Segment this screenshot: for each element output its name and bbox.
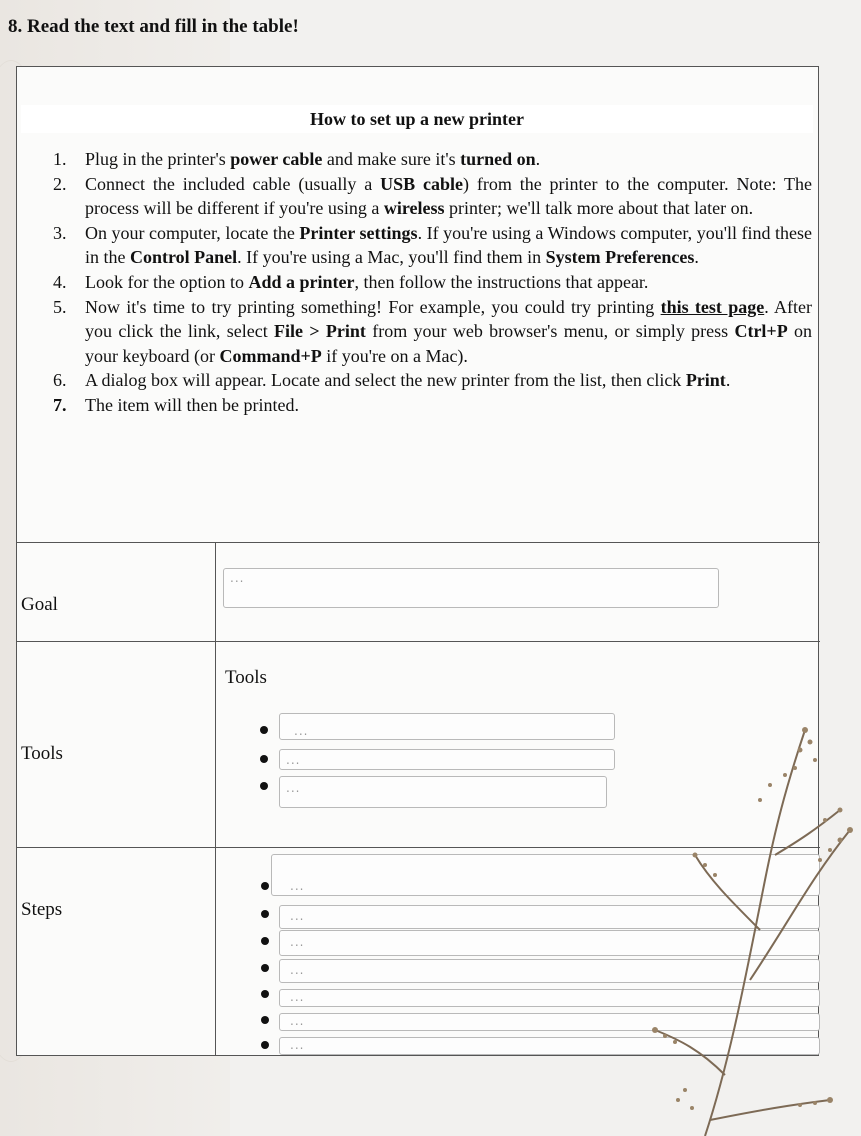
step-number: 1. [53, 149, 67, 169]
step-text: A dialog box will appear. Locate and select the new printer from the list, then click [85, 370, 686, 391]
instruction-step [47, 270, 812, 295]
step-text: . [535, 149, 541, 169]
step-text: from your web browser's menu, or simply press [365, 321, 735, 342]
step-input-5[interactable]: ... [279, 989, 820, 1007]
steps-label: Steps [21, 899, 63, 920]
step-text: The item will then be printed. [85, 394, 299, 415]
step-text: Look for the option to [85, 271, 249, 292]
bullet [260, 782, 268, 790]
step-text: Now it's time to try printing something! For example, you could try printing [85, 296, 661, 317]
step-text: Printer settings [299, 222, 418, 243]
step-input-7[interactable]: ... [279, 1037, 820, 1055]
bullet [261, 937, 269, 945]
tool-input-2[interactable]: ... [279, 749, 615, 770]
step-text: USB cable [380, 173, 463, 194]
test-page-link[interactable]: this test page [660, 296, 765, 317]
step-text: ) from the printer to the computer. Note: The process will be different if you're using a [85, 173, 812, 219]
table-top-border [17, 542, 820, 543]
step-number: 3. [53, 222, 67, 243]
tool-input-1[interactable]: ... [279, 713, 615, 740]
step-number: 2. [53, 173, 67, 194]
instruction-step [47, 393, 812, 418]
step-text: wireless [383, 198, 445, 219]
goal-label: Goal [21, 594, 58, 615]
step-text: , then follow the instructions that appear. [354, 271, 649, 292]
step-text: . [694, 247, 699, 268]
step-text: Control Panel [130, 247, 238, 268]
instruction-step [47, 295, 812, 369]
step-text: . [725, 370, 731, 391]
step-text: System Preferences [545, 247, 695, 268]
step-text: . If you're using a Mac, you'll find them in [237, 247, 546, 268]
table-row-divider [17, 641, 820, 642]
step-input-1[interactable]: ... [271, 854, 820, 896]
step-text: Connect the included cable (usually a [85, 173, 381, 194]
step-text: power cable [230, 149, 323, 169]
tools-subheading: Tools [225, 667, 267, 688]
instruction-step [47, 221, 812, 270]
step-text: Add a printer [248, 271, 355, 292]
step-text: Print [685, 370, 726, 391]
step-input-6[interactable]: ... [279, 1013, 820, 1031]
tool-input-3[interactable]: ... [279, 776, 607, 808]
bullet [261, 1016, 269, 1024]
step-text: printer; we'll talk more about that later on. [444, 198, 754, 219]
step-input-4[interactable]: ... [279, 959, 820, 983]
bullet [261, 882, 269, 890]
reading-text [17, 67, 820, 543]
bullet [261, 1041, 269, 1049]
dried-flower-decoration [560, 680, 860, 1136]
bullet [260, 726, 268, 734]
exercise-heading: 8. Read the text and fill in the table! [8, 16, 299, 37]
instruction-step [47, 368, 812, 393]
bullet [260, 755, 268, 763]
step-text: Plug in the printer's [85, 149, 231, 169]
step-text: on your keyboard (or [85, 321, 813, 366]
step-text: On your computer, locate the [85, 222, 300, 243]
step-input-2[interactable]: ... [279, 905, 820, 929]
step-text: Ctrl+P [734, 321, 788, 342]
tools-label: Tools [21, 743, 63, 764]
step-text: and make sure it's [322, 149, 461, 169]
goal-input[interactable]: ... [223, 568, 719, 608]
step-text: if you're on a Mac). [321, 345, 468, 366]
step-number: 7. [53, 394, 67, 415]
step-input-3[interactable]: ... [279, 930, 820, 956]
step-number: 4. [53, 271, 67, 292]
instruction-step [47, 147, 812, 172]
step-number: 5. [53, 296, 67, 317]
step-text: . After you click the link, select [85, 296, 813, 342]
instruction-list [47, 147, 812, 418]
bullet [261, 964, 269, 972]
bullet [261, 910, 269, 918]
instruction-step [47, 172, 812, 221]
step-text: turned on [460, 149, 536, 169]
article-title: How to set up a new printer [21, 105, 813, 133]
bullet [261, 990, 269, 998]
table-column-divider [215, 542, 216, 1056]
step-number: 6. [53, 370, 67, 391]
step-text: . If you're using a Windows computer, you'll find these in the [85, 222, 812, 268]
step-text: Command+P [219, 345, 322, 366]
step-text: File > Print [274, 321, 366, 342]
